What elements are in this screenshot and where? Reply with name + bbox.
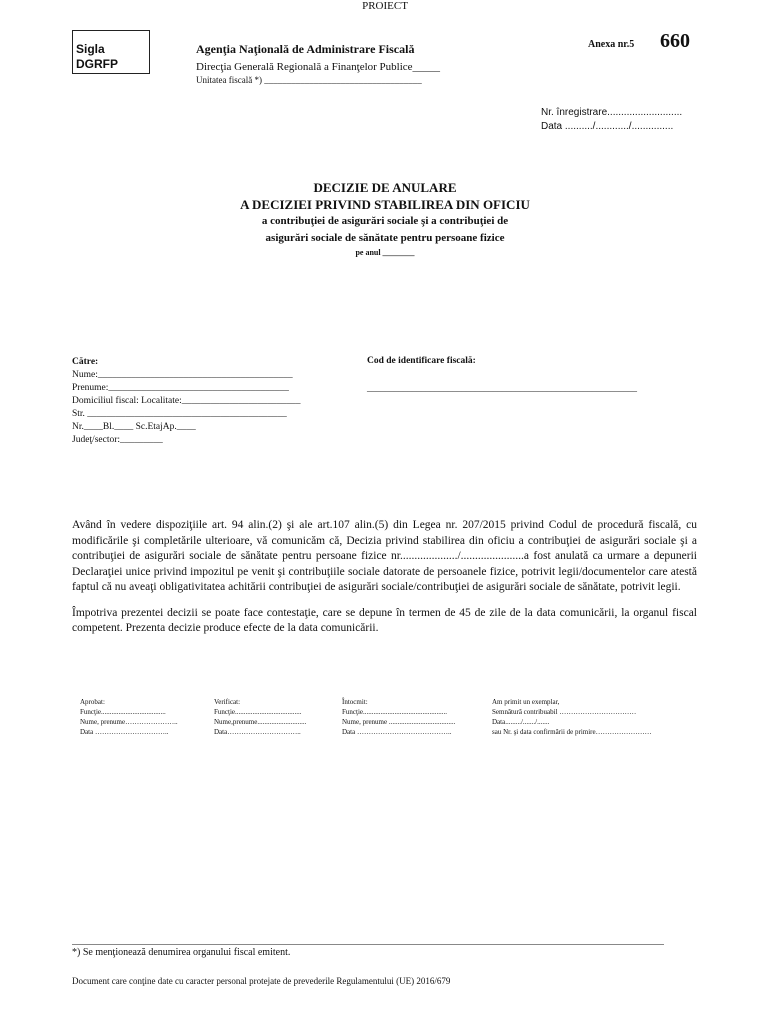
signature-verified-block bbox=[214, 697, 306, 737]
signature-received-confirmation: sau Nr. şi data confirmării de primire…………………… bbox=[492, 728, 652, 736]
tax-id-label: Cod de identificare fiscală: bbox=[367, 356, 476, 366]
signature-received-date: Data........./......./....... bbox=[492, 718, 550, 726]
tax-id-blank: ____________________________________________________________ bbox=[367, 383, 637, 393]
annex-label: Anexa nr.5 bbox=[588, 39, 635, 50]
recipient-block bbox=[72, 356, 301, 447]
project-label: PROIECT bbox=[362, 0, 408, 12]
signature-verified-date: Data………………………….. bbox=[214, 728, 301, 736]
recipient-domicile-field: Domiciliul fiscal: Localitate:_________________________ bbox=[72, 396, 301, 406]
signature-received-title: Am primit un exemplar, bbox=[492, 698, 560, 706]
document-subtitle-line-1: a contribuţiei de asigurări sociale şi a contribuţiei de bbox=[261, 215, 509, 227]
directorate-name: Direcţia Generală Regională a Finanţelor Publice_____ bbox=[196, 61, 441, 73]
recipient-address-number-field: Nr.____Bl.____ Sc.EtajAp.____ bbox=[72, 422, 196, 432]
recipient-first-name-field: Prenume:______________________________________ bbox=[72, 383, 289, 393]
signature-received-block bbox=[492, 697, 652, 737]
decision-paragraph-1: Având în vedere dispoziţiile art. 94 alin.(2) şi ale art.107 alin.(5) din Legea nr. 207/2015 privind Codul de procedură fiscală, cu modificările şi completările ulterioare, vă comunicăm că, Decizia privind stabilirea din oficiu a contribuţiei de asigurări sociale şi a contribuţiei de asigurări sociale de sănătate pentru persoane fizice nr..................../......................a fost anulată ca urmare a depunerii Declaraţiei unice privind impozitul pe venit şi contribuţiile sociale datorate de persoanele fizice, potrivit legii/documentelor care atestă faptul că nu aveaţi obligativitatea achitării contribuţiei de asigurări sociale/contribuţiei de asigurări sociale de sănătate, potrivit legii. bbox=[72, 519, 697, 593]
decision-body bbox=[72, 518, 697, 647]
footnote-divider bbox=[72, 944, 664, 945]
document-year-line: pe anul ________ bbox=[355, 248, 415, 257]
footnote: *) Se menţionează denumirea organului fiscal emitent. bbox=[72, 947, 291, 958]
signature-verified-function: Funcţie...................................... bbox=[214, 708, 302, 716]
gdpr-notice: Document care conţine date cu caracter personal protejate de prevederile Regulamentului (UE) 2016/679 bbox=[72, 976, 451, 986]
agency-name: Agenţia Naţională de Administrare Fiscală bbox=[196, 42, 415, 56]
signature-approved-block bbox=[80, 697, 178, 737]
signature-prepared-block bbox=[342, 697, 455, 737]
signature-received-signature: Semnătură contribuabil …………………………… bbox=[492, 708, 637, 716]
recipient-street-field: Str. __________________________________________ bbox=[72, 409, 287, 419]
recipient-heading: Către: bbox=[72, 357, 99, 367]
signature-approved-name: Nume, prenume………………….. bbox=[80, 718, 178, 726]
registration-date: Data ........../............/............... bbox=[541, 121, 674, 132]
registration-number: Nr. înregistrare........................... bbox=[541, 107, 683, 118]
form-number: 660 bbox=[660, 30, 690, 52]
document-title-line-2: A DECIZIEI PRIVIND STABILIREA DIN OFICIU bbox=[240, 197, 530, 212]
signature-prepared-title: Întocmit: bbox=[342, 698, 368, 706]
recipient-county-field: Judeţ/sector:_________ bbox=[72, 435, 163, 445]
document-title: DECIZIE DE ANULARE bbox=[313, 180, 457, 195]
decision-paragraph-2: Împotriva prezentei decizii se poate face contestaţie, care se depune în termen de 45 de zile de la data comunicării, la organul fiscal competent. Prezenta decizie produce efecte de la data comunicării. bbox=[72, 606, 697, 634]
signature-verified-name: Nume,prenume............................ bbox=[214, 718, 307, 726]
signature-verified-title: Verificat: bbox=[214, 698, 241, 706]
signature-approved-title: Aprobat: bbox=[80, 698, 105, 706]
signature-approved-function: Funcţie..................................... bbox=[80, 708, 166, 716]
signature-prepared-function: Funcţie................................................ bbox=[342, 708, 447, 716]
fiscal-unit: Unitatea fiscală *) ___________________________________ bbox=[196, 75, 422, 85]
logo-text: Sigla DGRFP bbox=[76, 42, 118, 71]
document-subtitle-line-2: asigurări sociale de sănătate pentru persoane fizice bbox=[265, 232, 505, 244]
signature-approved-date: Data ………………………….. bbox=[80, 728, 169, 736]
signature-prepared-date: Data ………………………………….. bbox=[342, 728, 452, 736]
recipient-name-field: Nume:_________________________________________ bbox=[72, 370, 293, 380]
signature-prepared-name: Nume, prenume ...................................... bbox=[342, 718, 456, 726]
